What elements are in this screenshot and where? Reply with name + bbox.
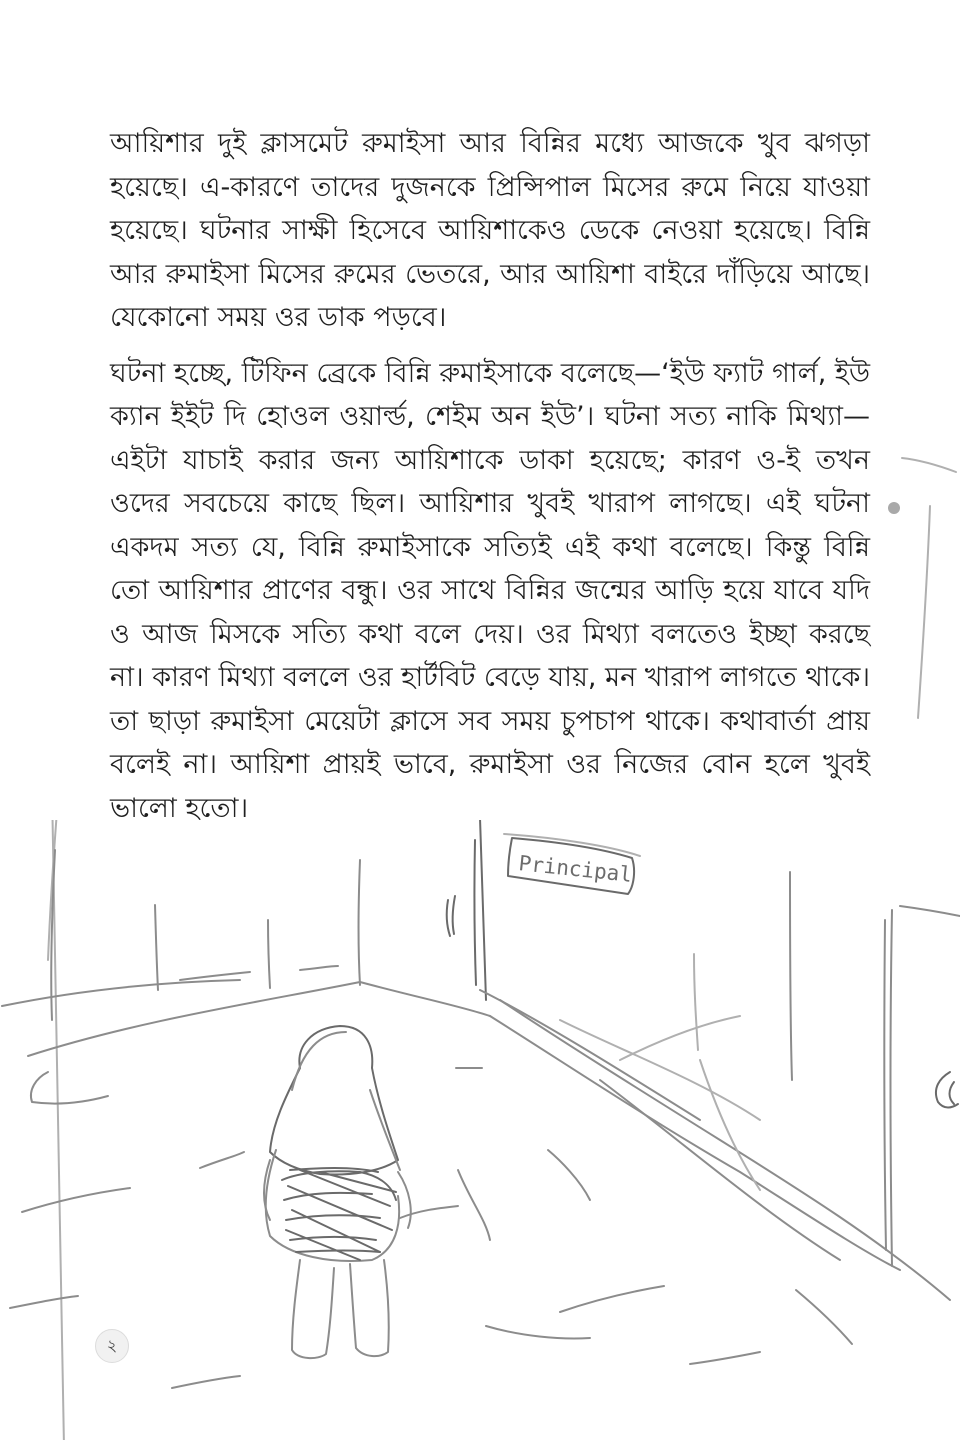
girl-figure-sketch bbox=[264, 1026, 411, 1358]
story-text bbox=[110, 122, 870, 830]
door-sign-label: Principal bbox=[517, 851, 634, 887]
pencil-sketch bbox=[0, 820, 960, 1440]
paragraph-2: ঘটনা হচ্ছে, টিফিন ব্রেকে বিন্নি রুমাইসাকে বলেছে—‘ইউ ফ্যাট গার্ল, ইউ ক্যান ইইট দি হোওল ওয়ার্ল্ড, শেইম অন ইউ’। ঘটনা সত্য নাকি মিথ্যা—এইটা যাচাই করার জন্য আয়িশাকে ডাকা হয়েছে; কারণ ও-ই তখন ওদের সবচেয়ে কাছে ছিল। আয়িশার খুবই খারাপ লাগছে। এই ঘটনা একদম সত্য যে, বিন্নি রুমাইসাকে সত্যিই এই কথা বলেছে। কিন্তু বিন্নি তো আয়িশার প্রাণের বন্ধু। ওর সাথে বিন্নির জন্মের আড়ি হয়ে যাবে যদি ও আজ মিসকে সত্যি কথা বলে দেয়। ওর মিথ্যা বলতেও ইচ্ছা করছে না। কারণ মিথ্যা বললে ওর হার্টবিট বেড়ে যায়, মন খারাপ লাগতে থাকে। তা ছাড়া রুমাইসা মেয়েটা ক্লাসে সব সময় চুপচাপ থাকে। কথাবার্তা প্রায় বলেই না। আয়িশা প্রায়ই ভাবে, রুমাইসা ওর নিজের বোন হলে খুবই ভালো হতো। bbox=[110, 357, 870, 824]
page-number: ২ bbox=[95, 1329, 129, 1363]
hallway-illustration bbox=[0, 820, 960, 1440]
principal-door-sign bbox=[504, 834, 640, 894]
paragraph-1: আয়িশার দুই ক্লাসমেট রুমাইসা আর বিন্নির মধ্যে আজকে খুব ঝগড়া হয়েছে। এ-কারণে তাদের দুজনকে প্রিন্সিপাল মিসের রুমে নিয়ে যাওয়া হয়েছে। ঘটনার সাক্ষী হিসেবে আয়িশাকেও ডেকে নেওয়া হয়েছে। বিন্নি আর রুমাইসা মিসের রুমের ভেতরে, আর আয়িশা বাইরে দাঁড়িয়ে আছে। যেকোনো সময় ওর ডাক পড়বে। bbox=[110, 128, 870, 333]
margin-sketch-mark bbox=[880, 440, 960, 740]
